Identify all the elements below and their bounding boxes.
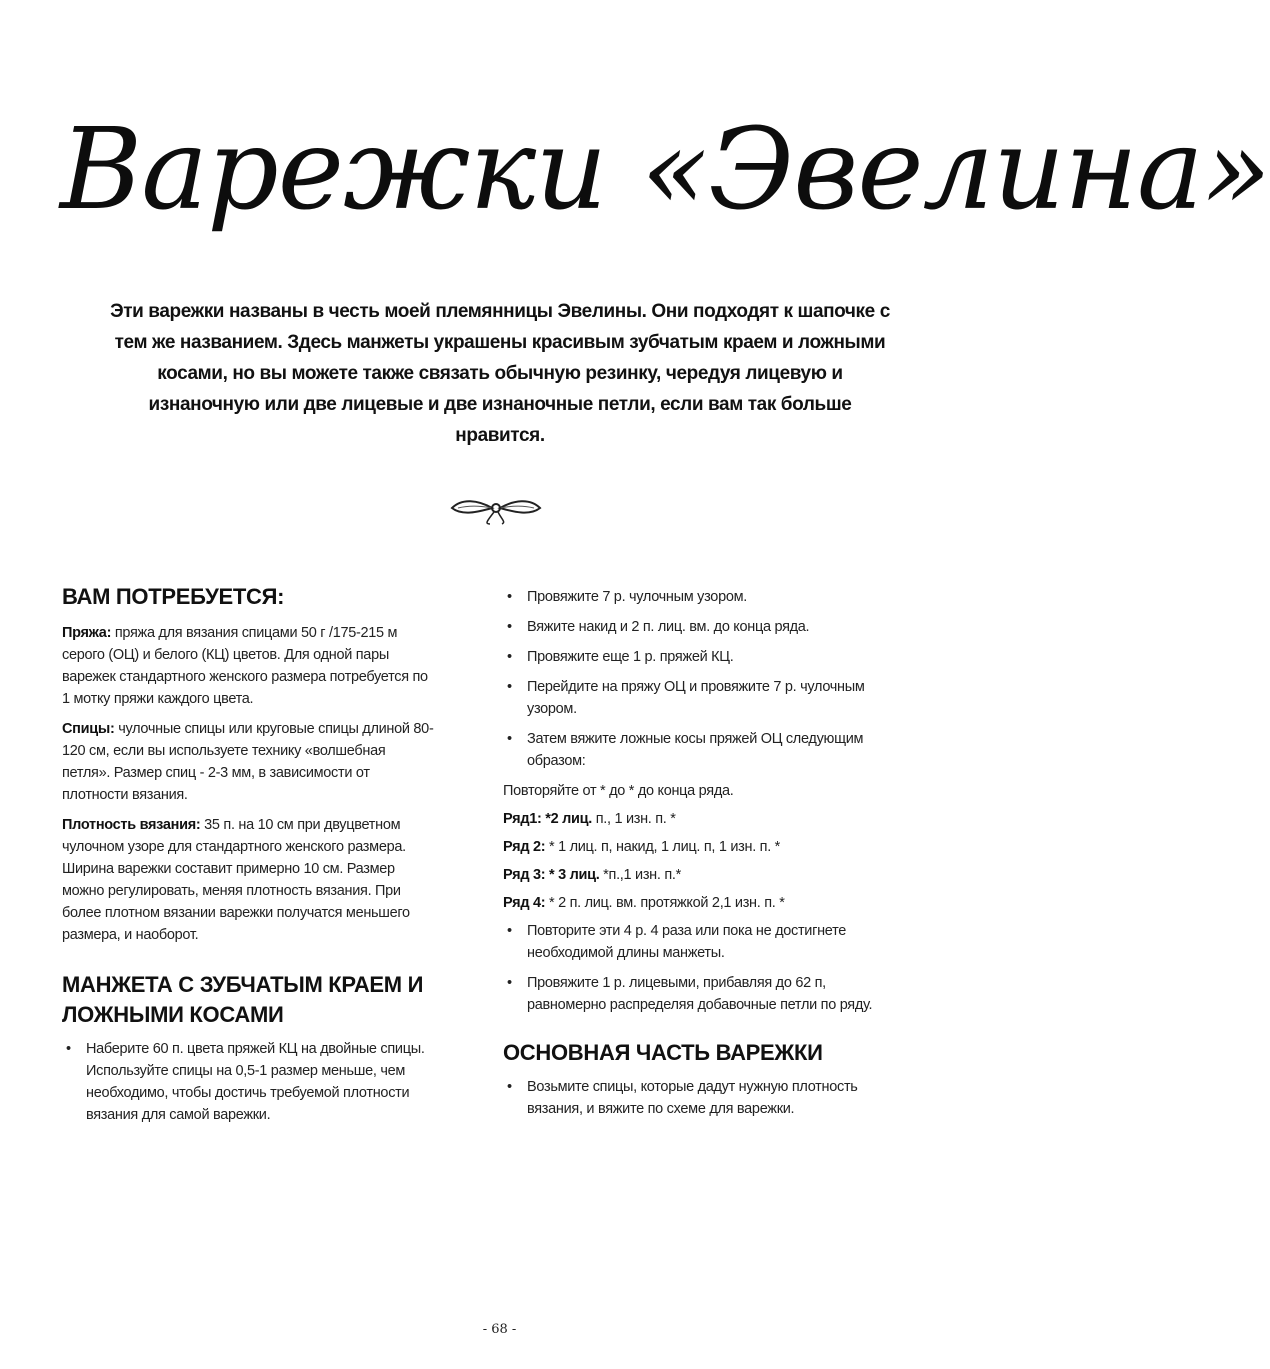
bullet-dot-icon: • xyxy=(507,1079,512,1095)
list-item: • Вяжите накид и 2 п. лиц. вм. до конца ряда. xyxy=(503,616,895,638)
row-4: Ряд 4: * 2 п. лиц. вм. протяжкой 2,1 изн. п. * xyxy=(503,895,785,911)
page-title: Варежки «Эвелина» xyxy=(60,105,1270,235)
row-1: Ряд1: *2 лиц. п., 1 изн. п. * xyxy=(503,811,676,827)
intro-paragraph: Эти варежки названы в честь моей племянницы Эвелины. Они подходят к шапочке с тем же названием. Здесь манжеты украшены красивым зубчатым краем и ложными косами, но вы можете также связать обычную резинку, чередуя лицевую и изнаночную или две лицевые и две изнаночные петли, если вам так больше нравится. xyxy=(110,301,890,446)
list-item: • Наберите 60 п. цвета пряжей КЦ на двойные спицы. Используйте спицы на 0,5-1 размер меньше, чем необходимо, чтобы достичь требуемой плотности вязания для самой варежки. xyxy=(62,1038,434,1126)
list-item: • Повторите эти 4 р. 4 раза или пока не достигнете необходимой длины манжеты. xyxy=(503,920,895,964)
bullet-dot-icon: • xyxy=(507,975,512,991)
yarn-label: Пряжа: xyxy=(62,625,112,641)
cuff-heading: МАНЖЕТА С ЗУБЧАТЫМ КРАЕМ И ЛОЖНЫМИ КОСАМИ xyxy=(62,972,424,1027)
bullet-dot-icon: • xyxy=(507,589,512,605)
left-column xyxy=(62,582,434,1134)
bullet-dot-icon: • xyxy=(66,1041,71,1057)
instructions-list-mid xyxy=(503,920,895,1016)
yarn-paragraph xyxy=(62,622,434,710)
materials-heading: ВАМ ПОТРЕБУЕТСЯ: xyxy=(62,584,285,609)
page-number: - 68 - xyxy=(482,1322,517,1337)
list-item: • Провяжите еще 1 р. пряжей КЦ. xyxy=(503,646,895,668)
main-part-heading: ОСНОВНАЯ ЧАСТЬ ВАРЕЖКИ xyxy=(503,1040,823,1065)
list-item: • Возьмите спицы, которые дадут нужную плотность вязания, и вяжите по схеме для варежки. xyxy=(503,1076,895,1120)
cuff-list xyxy=(62,1038,434,1126)
bow-ornament-icon xyxy=(448,488,544,528)
bullet-dot-icon: • xyxy=(507,619,512,635)
list-item: • Перейдите на пряжу ОЦ и провяжите 7 р. чулочным узором. xyxy=(503,676,895,720)
gauge-label: Плотность вязания: xyxy=(62,817,201,833)
bullet-dot-icon: • xyxy=(507,923,512,939)
row-2: Ряд 2: * 1 лиц. п, накид, 1 лиц. п, 1 изн. п. * xyxy=(503,839,781,855)
gauge-text: 35 п. на 10 см при двуцветном чулочном узоре для стандартного женского размера. Ширина варежки составит примерно 10 см. Размер можно регулировать, меняя плотность вязания. При более плотном вязании варежки получатся меньшего размера, и наоборот. xyxy=(62,817,410,943)
instructions-list-top xyxy=(503,586,895,772)
yarn-text: пряжа для вязания спицами 50 г /175-215 м серого (ОЦ) и белого (КЦ) цветов. Для одной пары варежек стандартного женского размера потребуется по 1 мотку пряжи каждого цвета. xyxy=(62,625,428,707)
row-3: Ряд 3: * 3 лиц. *п.,1 изн. п.* xyxy=(503,867,681,883)
list-item: • Провяжите 7 р. чулочным узором. xyxy=(503,586,895,608)
needles-text: чулочные спицы или круговые спицы длиной 80-120 см, если вы используете технику «волшебная петля». Размер спиц - 2-3 мм, в зависимости от плотности вязания. xyxy=(62,721,434,803)
needles-paragraph xyxy=(62,718,434,806)
repeat-instruction: Повторяйте от * до * до конца ряда. xyxy=(503,783,734,799)
instructions-list-bottom xyxy=(503,1076,895,1120)
gauge-paragraph xyxy=(62,814,434,946)
bullet-dot-icon: • xyxy=(507,649,512,665)
bullet-dot-icon: • xyxy=(507,731,512,747)
list-item: • Провяжите 1 р. лицевыми, прибавляя до 62 п, равномерно распределяя добавочные петли по ряду. xyxy=(503,972,895,1016)
needles-label: Спицы: xyxy=(62,721,115,737)
right-column xyxy=(503,586,895,1128)
bullet-dot-icon: • xyxy=(507,679,512,695)
list-item: • Затем вяжите ложные косы пряжей ОЦ следующим образом: xyxy=(503,728,895,772)
